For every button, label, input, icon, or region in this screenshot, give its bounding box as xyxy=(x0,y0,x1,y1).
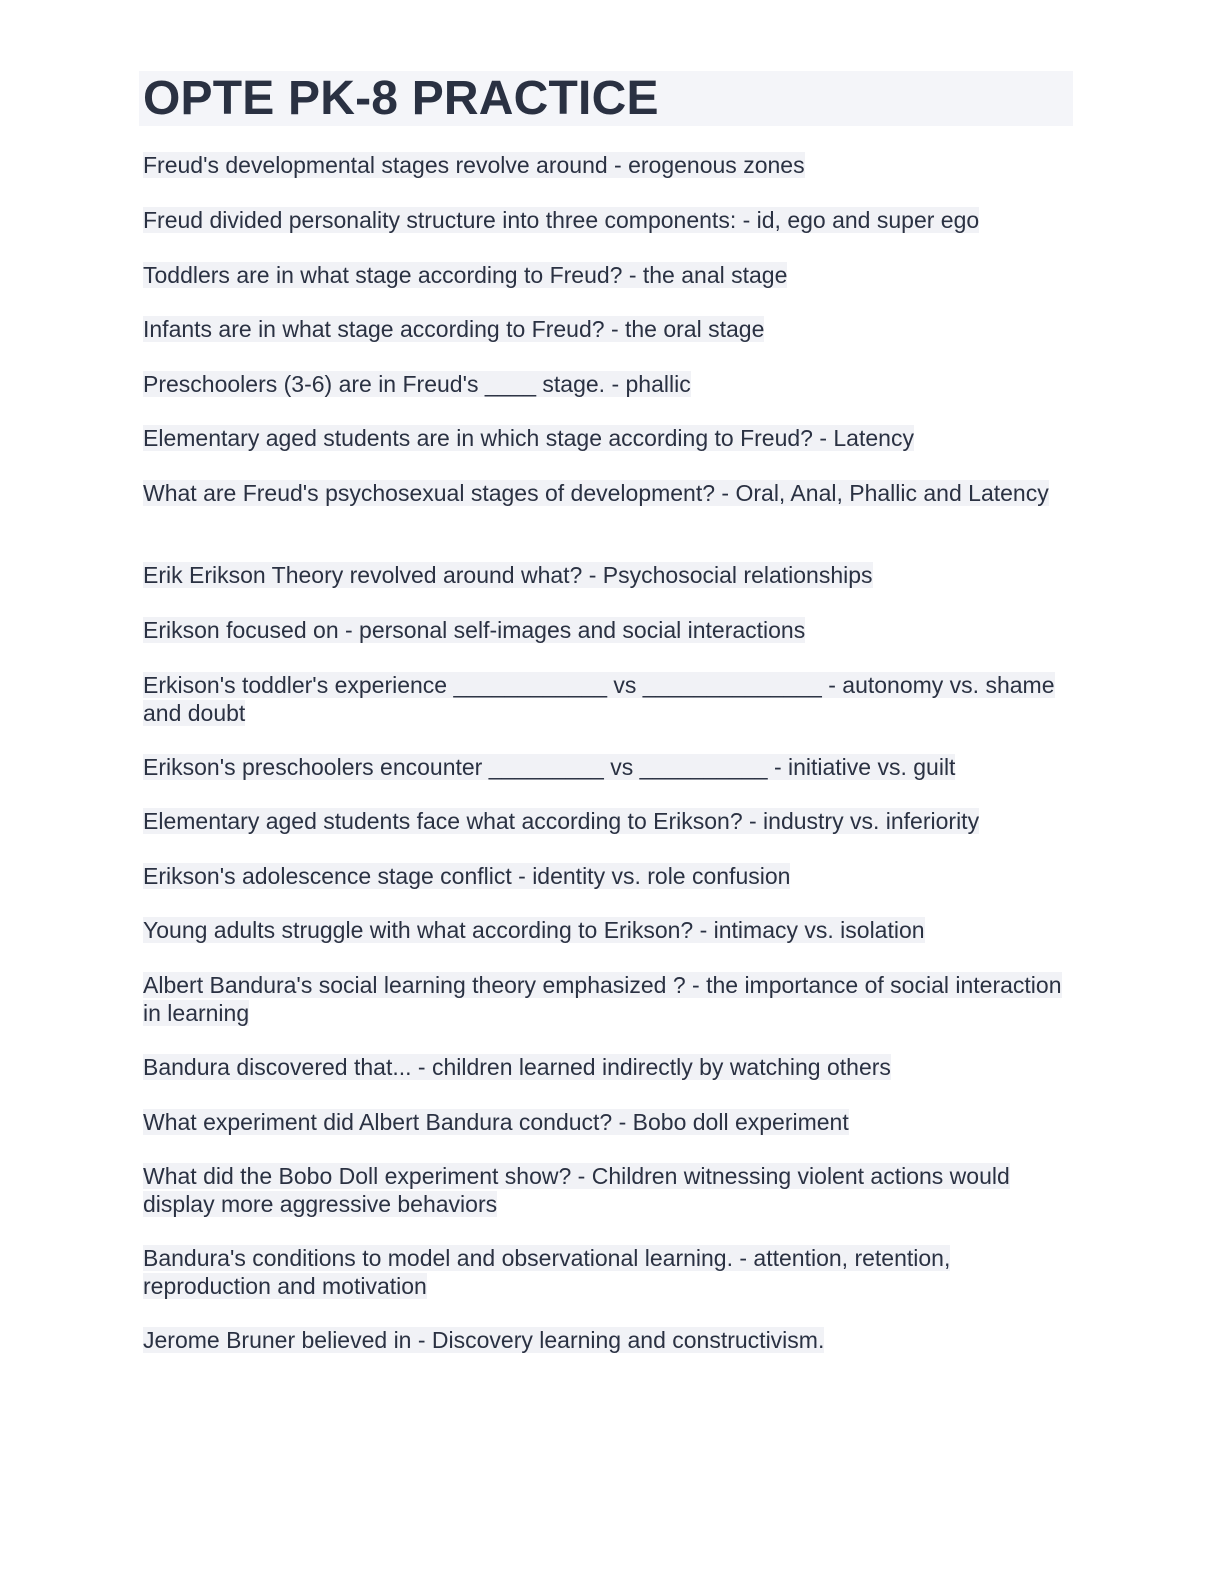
qa-item xyxy=(143,262,1063,290)
qa-text: Erikson's adolescence stage conflict - identity vs. role confusion xyxy=(143,863,791,889)
page-title: OPTE PK-8 PRACTICE xyxy=(143,72,659,125)
qa-text: Infants are in what stage according to Freud? - the oral stage xyxy=(143,316,765,342)
qa-item xyxy=(143,808,1063,836)
qa-text: What are Freud's psychosexual stages of development? - Oral, Anal, Phallic and Latency xyxy=(143,480,1049,506)
qa-item xyxy=(143,152,1063,180)
qa-item xyxy=(143,207,1063,235)
qa-item xyxy=(143,562,1063,590)
qa-item xyxy=(143,371,1063,399)
qa-item xyxy=(143,617,1063,645)
qa-item xyxy=(143,863,1063,891)
qa-item xyxy=(143,1245,1063,1300)
qa-text: Bandura discovered that... - children learned indirectly by watching others xyxy=(143,1054,891,1080)
qa-text: Erikson's preschoolers encounter _________ vs __________ - initiative vs. guilt xyxy=(143,754,956,780)
qa-text: Freud's developmental stages revolve around - erogenous zones xyxy=(143,152,805,178)
qa-item xyxy=(143,316,1063,344)
qa-text: What experiment did Albert Bandura conduct? - Bobo doll experiment xyxy=(143,1109,849,1135)
qa-text: Jerome Bruner believed in - Discovery learning and constructivism. xyxy=(143,1327,825,1353)
qa-text: Albert Bandura's social learning theory emphasized ? - the importance of social interaction in learning xyxy=(143,972,1062,1026)
qa-text: What did the Bobo Doll experiment show? - Children witnessing violent actions would display more aggressive behaviors xyxy=(143,1163,1010,1217)
qa-item xyxy=(143,917,1063,945)
qa-item xyxy=(143,1327,1063,1355)
qa-item xyxy=(143,1163,1063,1218)
qa-text: Preschoolers (3-6) are in Freud's ____ stage. - phallic xyxy=(143,371,691,397)
qa-item xyxy=(143,1054,1063,1082)
qa-item xyxy=(143,425,1063,453)
qa-text: Erikson focused on - personal self-images and social interactions xyxy=(143,617,806,643)
qa-text: Erik Erikson Theory revolved around what? - Psychosocial relationships xyxy=(143,562,873,588)
qa-text: Young adults struggle with what according to Erikson? - intimacy vs. isolation xyxy=(143,917,925,943)
qa-item xyxy=(143,972,1063,1027)
qa-item xyxy=(143,672,1063,727)
qa-text: Elementary aged students face what according to Erikson? - industry vs. inferiority xyxy=(143,808,980,834)
qa-text: Toddlers are in what stage according to Freud? - the anal stage xyxy=(143,262,788,288)
qa-item xyxy=(143,1109,1063,1137)
qa-text: Erkison's toddler's experience ____________ vs ______________ - autonomy vs. shame and doubt xyxy=(143,672,1055,726)
qa-text: Bandura's conditions to model and observational learning. - attention, retention, reproduction and motivation xyxy=(143,1245,951,1299)
qa-text: Freud divided personality structure into three components: - id, ego and super ego xyxy=(143,207,980,233)
qa-text: Elementary aged students are in which stage according to Freud? - Latency xyxy=(143,425,914,451)
qa-item xyxy=(143,754,1063,782)
qa-item xyxy=(143,480,1063,508)
